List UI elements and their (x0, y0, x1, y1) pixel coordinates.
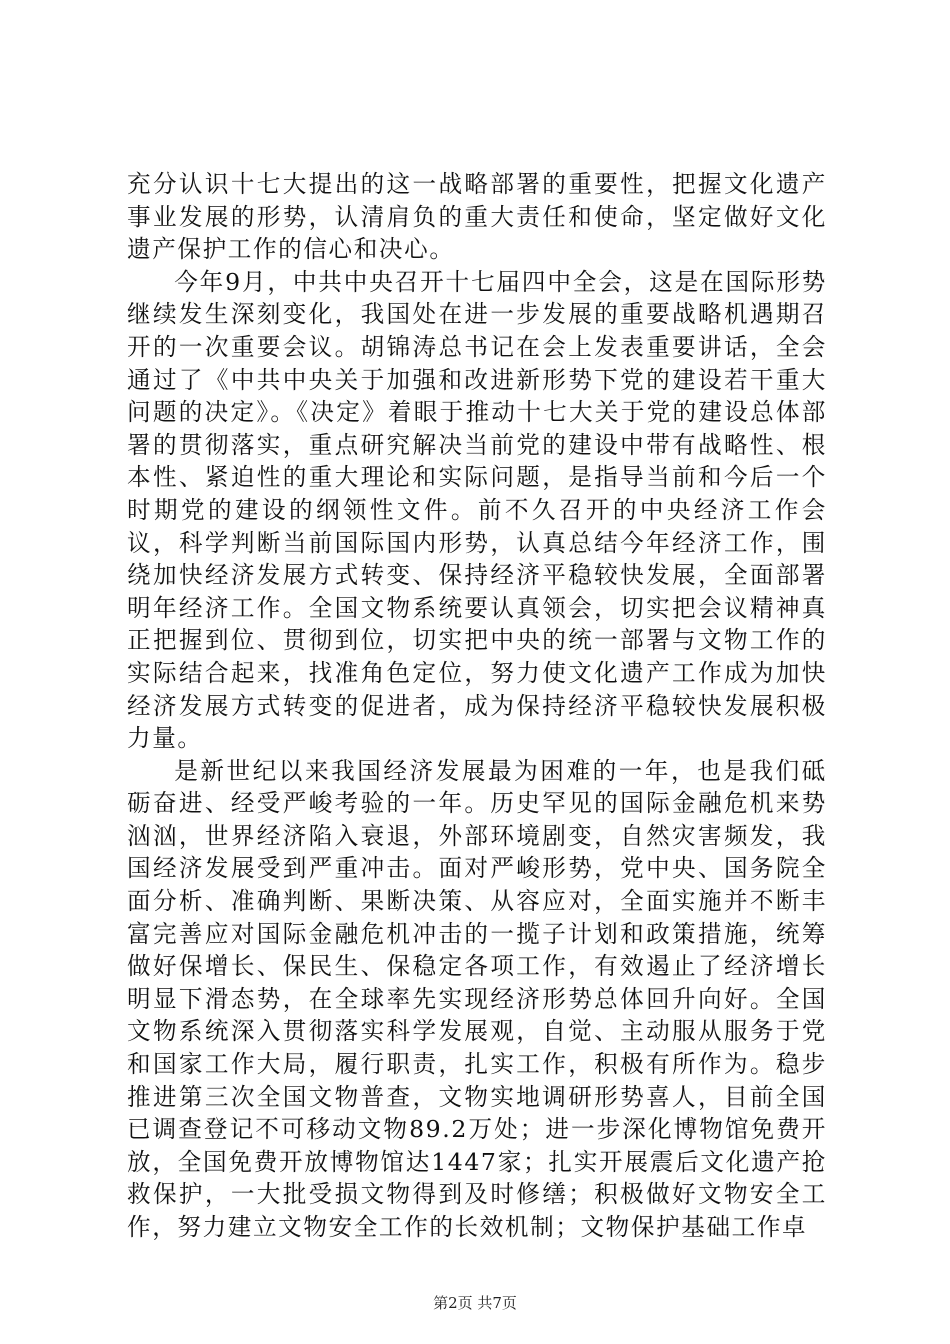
paragraph-continuation: 充分认识十七大提出的这一战略部署的重要性，把握文化遗产事业发展的形势，认清肩负的重大责任和使命，坚定做好文化遗产保护工作的信心和决心。 (127, 170, 827, 264)
paragraph-economic-year: 是新世纪以来我国经济发展最为困难的一年，也是我们砥砺奋进、经受严峻考验的一年。历史罕见的国际金融危机来势汹汹，世界经济陷入衰退，外部环境剧变，自然灾害频发，我国经济发展受到严重冲击。面对严峻形势，党中央、国务院全面分析、准确判断、果断决策、从容应对，全面实施并不断丰富完善应对国际金融危机冲击的一揽子计划和政策措施，统筹做好保增长、保民生、保稳定各项工作，有效遏止了经济增长明显下滑态势，在全球率先实现经济形势总体回升向好。全国文物系统深入贯彻落实科学发展观，自觉、主动服从服务于党和国家工作大局，履行职责，扎实工作，积极有所作为。稳步推进第三次全国文物普查，文物实地调研形势喜人，目前全国已调查登记不可移动文物89.2万处；进一步深化博物馆免费开放，全国免费开放博物馆达1447家；扎实开展震后文化遗产抢救保护，一大批受损文物得到及时修缮；积极做好文物安全工作，努力建立文物安全工作的长效机制；文物保护基础工作卓 (127, 756, 827, 1241)
paragraph-plenary-session: 今年9月，中共中央召开十七届四中全会，这是在国际形势继续发生深刻变化，我国处在进一步发展的重要战略机遇期召开的一次重要会议。胡锦涛总书记在会上发表重要讲话，全会通过了《中共中央关于加强和改进新形势下党的建设若干重大问题的决定》。《决定》着眼于推动十七大关于党的建设总体部署的贯彻落实，重点研究解决当前党的建设中带有战略性、根本性、紧迫性的重大理论和实际问题，是指导当前和今后一个时期党的建设的纲领性文件。前不久召开的中央经济工作会议，科学判断当前国际国内形势，认真总结今年经济工作，围绕加快经济发展方式转变、保持经济平稳较快发展，全面部署明年经济工作。全国文物系统要认真领会，切实把会议精神真正把握到位、贯彻到位，切实把中央的统一部署与文物工作的实际结合起来，找准角色定位，努力使文化遗产工作成为加快经济发展方式转变的促进者，成为保持经济平稳较快发展积极力量。 (127, 267, 827, 753)
document-body (127, 168, 827, 1244)
page-number-footer: 第2页 共7页 (433, 1294, 517, 1312)
